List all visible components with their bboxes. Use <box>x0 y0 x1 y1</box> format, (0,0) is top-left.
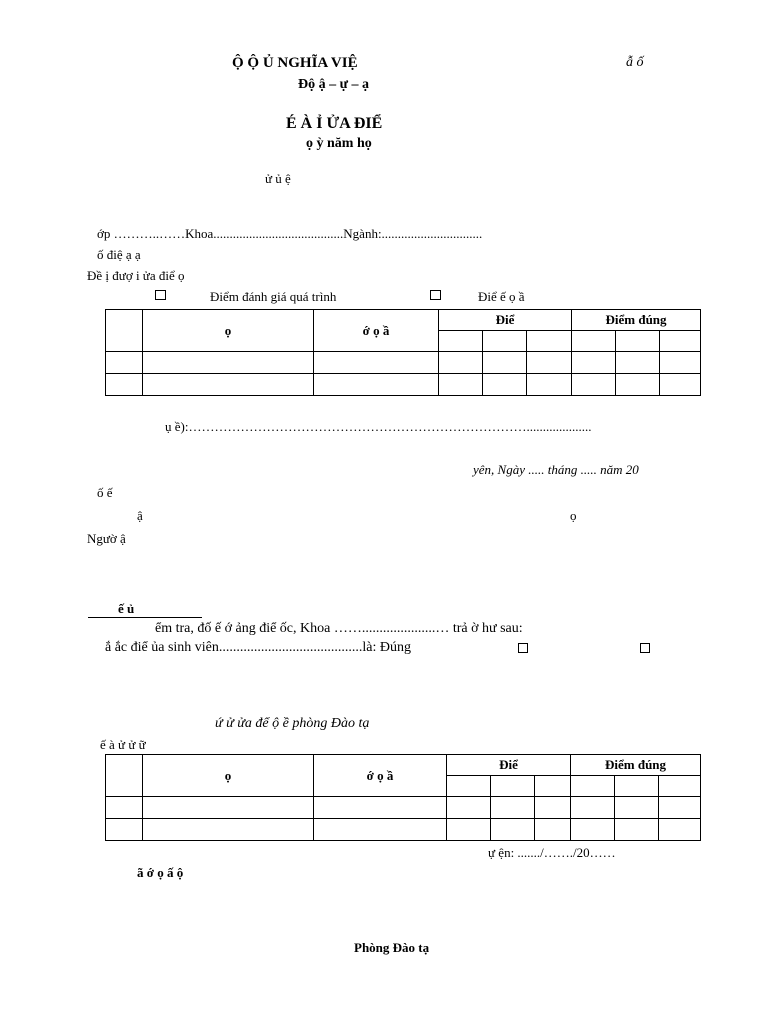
document-subtitle: ọ ỳ năm họ <box>306 136 372 151</box>
table1-subheader-cell <box>616 331 660 352</box>
table1-data-cell[interactable] <box>527 352 572 374</box>
table2-data-cell[interactable] <box>491 819 535 841</box>
table2-data-cell[interactable] <box>615 797 659 819</box>
table1-data-cell[interactable] <box>314 374 439 396</box>
table2-subheader-cell <box>535 776 571 797</box>
table2-subheader-cell <box>659 776 701 797</box>
table1-data-cell[interactable] <box>660 374 701 396</box>
table1-subheader-cell <box>483 331 527 352</box>
table1-header-cell: Điểm đúng <box>572 310 701 331</box>
table2-subheader-cell <box>571 776 615 797</box>
section2-line2: ắ ắc điể ủa sinh viên.........................................là: Đúng <box>105 640 412 655</box>
table2-data-cell[interactable] <box>535 819 571 841</box>
option1-label: Điểm đánh giá quá trình <box>210 289 337 304</box>
table1-data-cell[interactable] <box>616 374 660 396</box>
table1-header-cell: Điể <box>439 310 572 331</box>
signature-left-top: ố ế <box>97 485 113 500</box>
table2-data-cell[interactable] <box>571 797 615 819</box>
reason-line: ụ ề):…………………………………………………………………….................... <box>165 419 592 434</box>
section2-line1: ểm tra, đố ế ớ ảng điể ốc, Khoa …….....................… trả ờ hư sau: <box>155 621 523 636</box>
table2-data-cell[interactable] <box>447 819 491 841</box>
table2-data-cell[interactable] <box>106 797 143 819</box>
table2-subheader-cell <box>615 776 659 797</box>
table1-data-cell[interactable] <box>314 352 439 374</box>
table1-data-cell[interactable] <box>143 374 314 396</box>
table2-header-cell: Điể <box>447 755 571 776</box>
table2-data-cell[interactable] <box>447 797 491 819</box>
score-table-1 <box>105 309 701 396</box>
class-faculty-line: ớp ………..……Khoa........................................Ngành:............................... <box>97 226 483 241</box>
table1-subheader-cell <box>527 331 572 352</box>
table1-data-cell[interactable] <box>106 352 143 374</box>
national-motto-line2: Độ ậ – ự – ạ <box>298 77 370 92</box>
date-line: yên, Ngày ..... tháng ..... năm 20 <box>473 462 639 477</box>
table2-data-cell[interactable] <box>106 819 143 841</box>
footer-date-line: ự ện: ......./……./20…… <box>488 845 616 860</box>
table1-data-cell[interactable] <box>439 374 483 396</box>
incorrect-checkbox[interactable] <box>640 643 650 653</box>
form-code: ẫ ố <box>626 55 644 70</box>
signature-right-mid: ọ <box>570 508 577 523</box>
table2-data-cell[interactable] <box>659 797 701 819</box>
table1-data-cell[interactable] <box>660 352 701 374</box>
table1-data-cell[interactable] <box>572 352 616 374</box>
table1-data-cell[interactable] <box>616 352 660 374</box>
table1-data-cell[interactable] <box>483 352 527 374</box>
footer-note: ã ớ ọ ấ ộ <box>137 865 184 880</box>
signature-left-bottom: Ngườ ậ <box>87 531 126 546</box>
table2-data-cell[interactable] <box>314 819 447 841</box>
section2-title: ế ủ <box>118 601 135 616</box>
table1-data-cell[interactable] <box>572 374 616 396</box>
addressee: ử ủ ệ <box>265 171 291 186</box>
table2-data-cell[interactable] <box>571 819 615 841</box>
table1-subheader-cell <box>572 331 616 352</box>
option2-label: Điể ế ọ ầ <box>478 289 525 304</box>
score-table-2 <box>105 754 701 841</box>
table2-subheader-cell <box>447 776 491 797</box>
table2-data-cell[interactable] <box>659 819 701 841</box>
correct-checkbox[interactable] <box>518 643 528 653</box>
table2-data-cell[interactable] <box>143 819 314 841</box>
national-motto-line1: Ộ Ộ Ủ NGHĨA VIỆ <box>232 55 358 71</box>
table2-data-cell[interactable] <box>314 797 447 819</box>
table1-header-cell: ọ <box>143 310 314 352</box>
table1-header-cell: ớ ọ ầ <box>314 310 439 352</box>
section2-underline <box>88 617 202 618</box>
table1-subheader-cell <box>439 331 483 352</box>
request-line: Đề ị đượ i ửa điể ọ <box>87 268 185 283</box>
table2-data-cell[interactable] <box>535 797 571 819</box>
table1-data-cell[interactable] <box>483 374 527 396</box>
option2-checkbox[interactable] <box>430 290 441 300</box>
table2-header-cell: ọ <box>143 755 314 797</box>
table1-data-cell[interactable] <box>527 374 572 396</box>
table2-data-cell[interactable] <box>491 797 535 819</box>
office-signature: Phòng Đào tạ <box>354 940 430 955</box>
table2-data-cell[interactable] <box>143 797 314 819</box>
table1-data-cell[interactable] <box>143 352 314 374</box>
table1-data-cell[interactable] <box>439 352 483 374</box>
table2-subheader-cell <box>491 776 535 797</box>
section3-subtitle: ế à ử ử ữ <box>100 737 146 752</box>
signature-left-mid: ậ <box>137 508 143 523</box>
table2-header-cell: Điểm đúng <box>571 755 701 776</box>
table1-data-cell[interactable] <box>106 374 143 396</box>
table1-subheader-cell <box>660 331 701 352</box>
table1-header-cell <box>106 310 143 352</box>
document-title: É À Ỉ ỬA ĐIỂ <box>286 115 383 132</box>
section3-title: ứ ử ửa để ộ ề phòng Đào tạ <box>215 716 370 731</box>
table2-data-cell[interactable] <box>615 819 659 841</box>
score-line: ố điệ ạ ạ <box>97 247 141 262</box>
table2-header-cell <box>106 755 143 797</box>
table2-header-cell: ớ ọ ầ <box>314 755 447 797</box>
option1-checkbox[interactable] <box>155 290 166 300</box>
